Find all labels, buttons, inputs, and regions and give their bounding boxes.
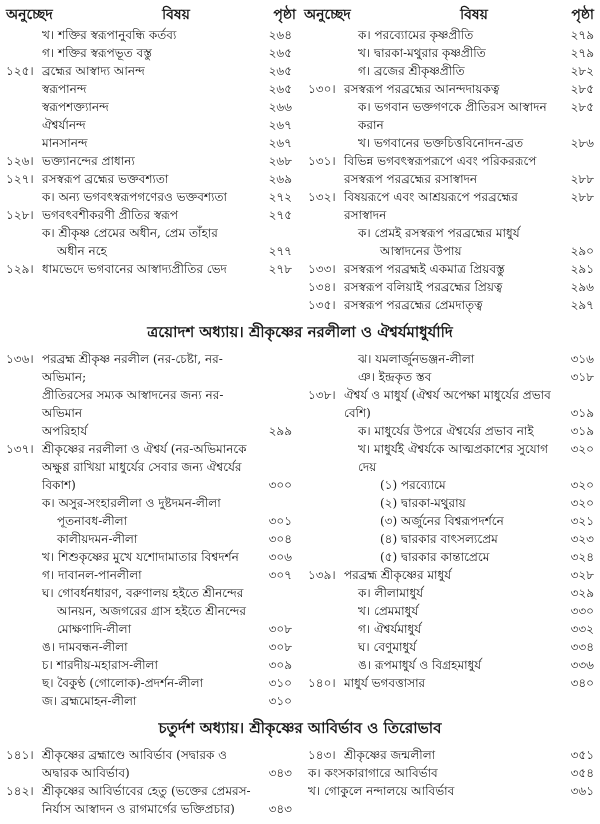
page-number: ২৮৫ [570,82,594,97]
entry-title: (২) দ্বারকা-মথুরায় [380,496,466,511]
page-number: ২৭৫ [268,208,292,223]
entry-title: পূতনাবধ-লীলা [57,514,128,529]
section-number: ১২৫। [6,64,34,79]
toc-entry [6,386,292,422]
entry-title: ঙ। দামবন্ধন-লীলা [42,640,128,655]
header-page-left: পৃষ্ঠা [273,7,296,23]
entry-title: অক্ষুণ্ণ রাখিয়া মাধুর্যের সেবার জন্য ঐশ্বর্যের [42,460,242,475]
section-number: ১৪২। [6,784,34,799]
page-number: ৩০৪ [268,532,292,547]
entry-title: জ। ব্রহ্মমোহন-লীলা [42,694,137,709]
header-left [6,4,296,26]
toc-block-3 [6,746,594,818]
toc-entry [308,422,594,440]
page-number: ২৬৫ [268,82,292,97]
header-subject-right: বিষয় [460,7,488,23]
toc-column-right [300,746,594,800]
page-number: ৩২৯ [570,586,594,601]
chapter-13-title: ত্রয়োদশ অধ্যায়। শ্রীকৃষ্ণের নরলীলা ও ঐশ্বর্যমাধুর্যাদি [147,323,453,342]
toc-entry [308,242,594,260]
toc-entry [6,620,292,638]
page-number: ৩২৮ [570,568,594,583]
entry-title: কালীয়দমন-লীলা [57,532,138,547]
page-number: ৩১০ [268,676,292,691]
page-number: ৩০৭ [268,568,292,583]
toc-entry [308,80,594,98]
page-number: ২৯১ [570,262,594,277]
toc-entry [308,656,594,674]
page-number: ৩২৩ [570,532,594,547]
entry-title: খ। দ্বারকা-মথুরার কৃষ্ণপ্রীতি [358,46,486,61]
entry-title: ক। পরব্যোমের কৃষ্ণপ্রীতি [358,28,474,43]
toc-entry [308,746,594,764]
entry-title: ঘ। বেণুমাধুর্য [358,640,417,655]
page-number: ৩০৯ [268,658,292,673]
section-number: ১৩৭। [6,442,34,457]
toc-entry [6,98,292,116]
toc-entry [308,638,594,656]
page-number: ৩৪৩ [268,766,292,781]
toc-entry [6,566,292,584]
toc-entry [308,44,594,62]
entry-title: খ। প্রেমমাধুর্য [358,604,419,619]
page-number: ২৬৫ [268,64,292,79]
page-number: ৩১৮ [570,370,594,385]
page-number: ২৬৮ [268,154,292,169]
toc-entry [308,584,594,602]
page-number: ২৬৬ [268,100,292,115]
page-number: ৩৬১ [570,784,594,799]
entry-title: ভক্ত্যানন্দের প্রাধান্য [42,154,135,169]
section-number: ১২৮। [6,208,34,223]
toc-column-left [6,350,300,710]
toc-entry [308,224,594,242]
entry-title: মোক্ষণাদি-লীলা [57,622,132,637]
toc-entry [308,260,594,278]
page-number: ৩১০ [268,694,292,709]
page-number: ২৮৮ [570,172,594,187]
toc-entry [6,26,292,44]
page-number: ২৯০ [570,244,594,259]
entry-title: মাধুর্য ভগবত্তাসার [344,676,426,691]
entry-title: ক। লীলামাধুর্য [358,586,424,601]
toc-entry [6,170,292,188]
page-number: ২৭৮ [268,262,292,277]
section-number: ১৪১। [6,748,34,763]
page-number: ২৬৯ [268,172,292,187]
entry-title: অপরিহার্য [42,424,88,439]
section-number: ১৩৩। [308,262,336,277]
entry-title: ঘ। গোবর্ধনধারণ, বরুণালয় হইতে শ্রীনন্দের [42,586,244,601]
page-number: ২৮৬ [570,136,594,151]
page-number: ৩৪০ [570,676,594,691]
page-number: ৩০৮ [268,640,292,655]
section-number: ১৩৮। [308,388,336,403]
entry-title: রসস্বরূপ পরব্রহ্মের আনন্দদায়কত্ব [344,82,500,97]
page-number: ২৮৫ [570,100,594,115]
entry-title: পরব্রহ্ম শ্রীকৃষ্ণ নরলীল (নর-চেষ্টা, নর-অভিমান; [42,352,223,385]
entry-title: চ। শারদীয়-মহারাস-লীলা [42,658,158,673]
toc-entry [308,566,594,584]
entry-title: ক। কংসকারাগারে আবির্ভাব [308,766,438,781]
toc-entry [308,512,594,530]
entry-title: (৫) দ্বারকার কান্তাপ্রেমে [380,550,490,565]
entry-title: গ। দাবানল-পানলীলা [42,568,142,583]
entry-title: রসস্বরূপ ব্রহ্মের ভক্তবশ্যতা [42,172,169,187]
entry-title: রসস্বরূপ পরব্রহ্মই একমাত্র প্রিয়বস্তু [344,262,505,277]
page-number: ৩৪৩ [268,802,292,817]
section-number: ১৪০। [308,676,336,691]
toc-entry [6,152,292,170]
entry-title: (৪) দ্বারকার বাৎসল্যপ্রেম [380,532,498,547]
toc-entry [6,764,292,782]
entry-title: শ্রীকৃষ্ণের আবির্ভাবের হেতু (ভক্তের প্রেমরস- [42,784,251,799]
toc-entry [308,620,594,638]
page-number: ৩৫১ [570,748,594,763]
entry-title: স্বরূপানন্দ [42,82,87,97]
entry-title: খ। ভগবানের ভক্তচিত্তবিনোদন-ব্রত [358,136,524,151]
toc-column-left [6,746,300,818]
toc-entry [6,458,292,476]
toc-entry [6,638,292,656]
section-number: ১৪৩। [308,748,336,763]
section-number: ১৩৯। [308,568,336,583]
toc-entry [6,494,292,512]
toc-entry [308,440,594,476]
page-number: ৩০১ [268,514,292,529]
toc-entry [308,62,594,80]
toc-entry [308,386,594,404]
page-number: ২৬৫ [268,46,292,61]
toc-entry [308,530,594,548]
entry-title: ভগবৎবশীকরণী প্রীতির স্বরূপ [42,208,179,223]
toc-entry [6,584,292,602]
page-number: ৩২৪ [570,550,594,565]
section-number: ১২৯। [6,262,34,277]
entry-title: গ। ঐশ্বর্যমাধুর্য [358,622,422,637]
toc-entry [6,476,292,494]
toc-entry [6,188,292,206]
toc-entry [308,170,594,188]
page-number: ২৭২ [268,190,292,205]
toc-entry [6,800,292,818]
entry-title: (১) পরব্যোমে [380,478,446,493]
page-number: ২৮২ [570,64,594,79]
toc-entry [308,278,594,296]
page-number: ৩০০ [268,478,292,493]
entry-title: পরব্রহ্ম শ্রীকৃষ্ণের মাধুর্য [344,568,452,583]
section-number: ১৩৪। [308,280,336,295]
entry-title: গ। শক্তির স্বরূপভূত বস্তু [42,46,152,61]
toc-entry [6,548,292,566]
toc-entry [6,62,292,80]
toc-entry [6,656,292,674]
entry-title: ক। ভগবান ভক্তগণকে প্রীতিরস আস্বাদন করান [358,100,547,133]
page-number: ৩৩২ [570,622,594,637]
page-number: ৩২০ [570,478,594,493]
section-number: ১৩১। [308,154,336,169]
entry-title: বিকাশ) [42,478,76,493]
toc-entry [308,494,594,512]
toc-column-right [300,350,594,692]
entry-title: ঙ। রূপমাধুর্য ও বিগ্রহমাধুর্য [358,658,482,673]
toc-entry [6,782,292,800]
entry-title: ক। অন্য ভগবৎস্বরূপগণেরও ভক্তবশ্যতা [42,190,227,205]
entry-title: আনয়ন, অজগরের গ্রাস হইতে শ্রীনন্দের [57,604,246,619]
entry-title: (৩) অর্জুনের বিশ্বরূপদর্শনে [380,514,504,529]
toc-entry [6,602,292,620]
toc-entry [308,782,594,800]
toc-entry [6,692,292,710]
entry-title: খ। শক্তির স্বরূপানুবন্ধি কর্তব্য [42,28,177,43]
section-number: ১৩৫। [308,298,336,313]
entry-title: শ্রীকৃষ্ণের ব্রহ্মাণ্ডে আবির্ভাব (সদ্বারক ও [42,748,228,763]
section-number: ১৩৬। [6,352,34,367]
toc-entry [308,548,594,566]
entry-title: ঐশ্বর্য ও মাধুর্য (ঐশ্বর্য অপেক্ষা মাধুর্যের প্রভাব [344,388,551,403]
toc-entry [6,512,292,530]
toc-entry [308,296,594,314]
entry-title: স্বরূপশক্ত্যানন্দ [42,100,109,115]
header-subject-left: বিষয় [162,7,190,23]
toc-entry [308,350,594,368]
toc-block-1 [6,26,594,314]
toc-entry [308,26,594,44]
entry-title: ক। মাধুর্যের উপরে ঐশ্বর্যের প্রভাব নাই [358,424,534,439]
page-number: ৩১৯ [570,406,594,421]
entry-title: আস্বাদনের উপায় [380,244,462,259]
entry-title: খ। শিশুকৃষ্ণের মুখে যশোদামাতার বিশ্বদর্শন [42,550,239,565]
page-number: ২৬৪ [268,28,292,43]
toc-entry [308,368,594,386]
page-number: ৩১৬ [570,352,594,367]
toc-entry [6,116,292,134]
section-number: ১৩০। [308,82,336,97]
entry-title: ঐশ্বর্যানন্দ [42,118,86,133]
toc-entry [6,422,292,440]
toc-column-left [6,26,300,278]
entry-title: খ। গোকুলে নন্দালয়ে আবির্ভাব [308,784,455,799]
entry-title: বিভিন্ন ভগবৎস্বরূপরূপে এবং পরিকররূপে [344,154,537,169]
page-number: ২৬৭ [268,136,292,151]
toc-entry [6,134,292,152]
entry-title: রসস্বরূপ পরব্রহ্মের রসাস্বাদন [344,172,478,187]
page-number: ৩১৯ [570,424,594,439]
entry-title: শ্রীকৃষ্ণের জন্মলীলা [344,748,436,763]
entry-title: ঞ। ইন্দ্রকৃত স্তব [358,370,432,385]
page-number: ২৬৭ [268,118,292,133]
entry-title: নির্যাস আস্বাদন ও রাগমার্গের ভক্তিপ্রচার) [42,802,235,817]
page-number: ৩০৮ [268,622,292,637]
toc-column-right [300,26,594,314]
entry-title: অদ্বারক আবির্ভাব) [42,766,130,781]
toc-entry [6,440,292,458]
page-number: ২৭৭ [268,244,292,259]
page-number: ৩০৬ [268,550,292,565]
header-para-right: অনুচ্ছেদ [304,7,351,23]
entry-title: ধামভেদে ভগবানের আস্বাদ্যপ্রীতির ভেদ [42,262,227,277]
page-number: ২৯৭ [570,298,594,313]
section-number: ১২৬। [6,154,34,169]
page-number: ৩৩৪ [570,640,594,655]
toc-entry [6,350,292,386]
section-number: ১২৭। [6,172,34,187]
page-number: ৩২১ [570,514,594,529]
page-number: ৩৩৬ [570,658,594,673]
page-number: ৩৫৪ [570,766,594,781]
toc-entry [6,674,292,692]
entry-title: বিষয়রূপে এবং আশ্রয়রূপে পরব্রহ্মের রসাস্বাদন [344,190,518,223]
page-number: ৩২০ [570,496,594,511]
toc-entry [308,188,594,224]
page-number: ২৭৯ [570,46,594,61]
entry-title: ঝ। যমলার্জুনভঞ্জন-লীলা [358,352,475,367]
header-para-left: অনুচ্ছেদ [6,7,53,23]
page-number: ২৮৮ [570,190,594,205]
page-number: ২৭৯ [570,28,594,43]
toc-entry [6,746,292,764]
entry-title: মানসানন্দ [42,136,88,151]
entry-title: ক। প্রেমই রসস্বরূপ পরব্রহ্মের মাধুর্য [358,226,520,241]
page-number: ২৯৬ [570,280,594,295]
toc-entry [6,242,292,260]
header-right [296,4,594,26]
entry-title: ক। শ্রীকৃষ্ণ প্রেমের অধীন, প্রেম তাঁহার [42,226,218,241]
toc-entry [308,98,594,134]
toc-entry [308,764,594,782]
toc-entry [6,530,292,548]
column-headers [6,4,594,26]
entry-title: প্রীতিরসের সম্যক আস্বাদনের জন্য নর-অভিমান [42,388,224,421]
toc-entry [6,44,292,62]
toc-entry [308,674,594,692]
page-number: ৩৩০ [570,604,594,619]
entry-title: শ্রীকৃষ্ণের নরলীলা ও ঐশ্বর্য (নর-অভিমানকে [42,442,247,457]
entry-title: রসস্বরূপ পরব্রহ্মের প্রেমদাতৃত্ব [344,298,483,313]
chapter-14-title: চতুর্দশ অধ্যায়। শ্রীকৃষ্ণের আবির্ভাব ও তিরোভাব [158,719,442,738]
section-number: ১৩২। [308,190,336,205]
entry-title: ছ। বৈকুণ্ঠ (গোলোক)-প্রদর্শন-লীলা [42,676,204,691]
entry-title: গ। ব্রজের শ্রীকৃষ্ণপ্রীতি [358,64,465,79]
toc-entry [6,80,292,98]
header-page-right: পৃষ্ঠা [571,7,594,23]
entry-title: ক। অসুর-সংহারলীলা ও দুষ্টদমন-লীলা [42,496,221,511]
entry-title: রসস্বরূপ বলিয়াই পরব্রহ্মের প্রিয়ত্ব [344,280,503,295]
toc-entry [308,476,594,494]
entry-title: অধীন নহে [57,244,107,259]
toc-block-2 [6,350,594,710]
toc-entry [308,602,594,620]
page-number: ২৯৯ [268,424,292,439]
toc-entry [6,224,292,242]
entry-title: বেশি) [344,406,371,421]
entry-title: খ। মাধুর্যই ঐশ্বর্যকে আত্মপ্রকাশের সুযোগ দেয় [358,442,548,475]
toc-entry [308,134,594,152]
entry-title: ব্রহ্মের আস্বাদ্য আনন্দ [42,64,145,79]
page-number: ৩২০ [570,442,594,457]
toc-entry [6,206,292,224]
toc-entry [6,260,292,278]
toc-entry [308,404,594,422]
toc-entry [308,152,594,170]
